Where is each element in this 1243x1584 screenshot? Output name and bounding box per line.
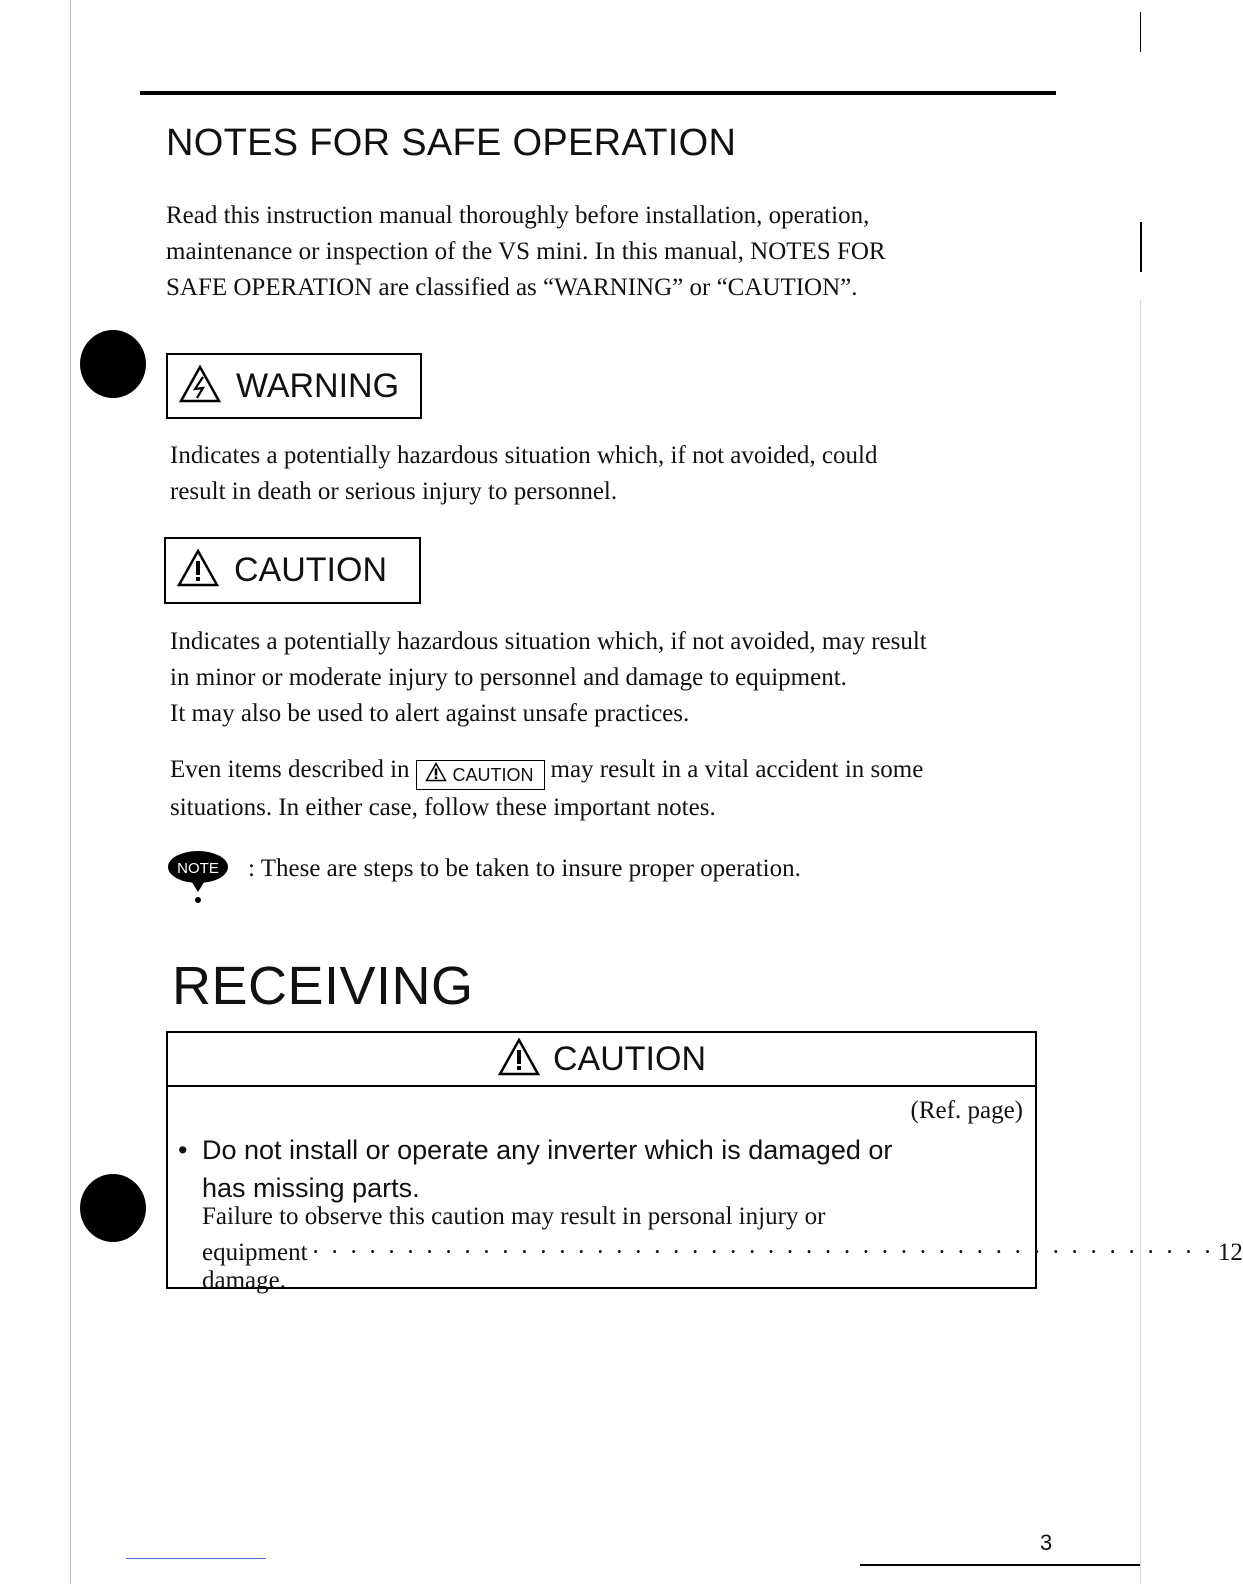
warning-description bbox=[170, 438, 1028, 510]
intro-line: maintenance or inspection of the VS mini. In this manual, NOTES FOR bbox=[166, 238, 886, 265]
caution-line: in minor or moderate injury to personnel and damage to equipment. bbox=[170, 664, 847, 691]
intro-paragraph bbox=[166, 198, 1028, 306]
intro-line: Read this instruction manual thoroughly before installation, operation, bbox=[166, 202, 870, 229]
caution-table-label: CAUTION bbox=[553, 1039, 706, 1078]
punch-hole-bottom bbox=[80, 1174, 146, 1242]
binding-mark bbox=[1140, 222, 1142, 272]
scan-edge-line-right bbox=[1140, 300, 1141, 1584]
warning-label-box bbox=[166, 353, 422, 419]
caution-label-box bbox=[164, 537, 421, 604]
header-rule bbox=[140, 91, 1056, 95]
even-after: may result in a vital accident in some bbox=[550, 756, 924, 783]
caution-triangle-icon bbox=[497, 1037, 541, 1082]
caution-description bbox=[170, 624, 1030, 732]
note-icon bbox=[166, 850, 230, 911]
note-icon-label: NOTE bbox=[177, 860, 219, 877]
caution-line: It may also be used to alert against unsafe practices. bbox=[170, 700, 690, 727]
even-line bbox=[170, 752, 1030, 790]
warning-line: Indicates a potentially hazardous situation which, if not avoided, could bbox=[170, 442, 878, 469]
failure-text: Failure to observe this caution may result in personal injury or bbox=[202, 1203, 826, 1230]
even-line: situations. In either case, follow these important notes. bbox=[170, 794, 716, 821]
receiving-title: RECEIVING bbox=[172, 956, 474, 1016]
caution-triangle-icon bbox=[176, 548, 220, 593]
electric-hazard-triangle-icon bbox=[178, 364, 222, 409]
footer-artifact bbox=[860, 1564, 1140, 1566]
inline-caution-box bbox=[416, 760, 545, 790]
failure-ref-row bbox=[202, 1239, 1243, 1295]
caution-line: Indicates a potentially hazardous situation which, if not avoided, may result bbox=[170, 628, 927, 655]
section-title: NOTES FOR SAFE OPERATION bbox=[166, 122, 737, 164]
ref-page-heading: (Ref. page) bbox=[910, 1097, 1023, 1124]
warning-line: result in death or serious injury to personnel. bbox=[170, 478, 618, 505]
scan-edge-line bbox=[70, 0, 71, 1584]
caution-table bbox=[166, 1031, 1243, 1294]
caution-table-header bbox=[168, 1033, 1035, 1087]
punch-hole-top bbox=[80, 330, 146, 398]
dot-leader: · · · · · · · · · · · · · · · · · · · · · · · · · · · · · · · · · · · · · · · · · · · · · · · · bbox=[311, 1239, 1214, 1266]
binding-mark bbox=[1140, 12, 1141, 52]
page-number: 3 bbox=[1040, 1530, 1053, 1555]
warning-label: WARNING bbox=[236, 366, 400, 405]
note-text: : These are steps to be taken to insure proper operation. bbox=[248, 855, 801, 882]
bullet: • bbox=[178, 1135, 188, 1165]
footer-artifact bbox=[126, 1558, 266, 1559]
caution-triangle-icon bbox=[425, 757, 447, 793]
ref-page-number: 12 bbox=[1217, 1239, 1243, 1266]
note-legend bbox=[166, 850, 1026, 906]
caution-item-line: has missing parts. bbox=[202, 1173, 420, 1203]
caution-item-line: Do not install or operate any inverter which is damaged or bbox=[202, 1135, 893, 1165]
even-items-paragraph bbox=[170, 752, 1030, 826]
inline-caution-label: CAUTION bbox=[452, 765, 534, 785]
even-before: Even items described in bbox=[170, 756, 410, 783]
caution-label: CAUTION bbox=[234, 551, 387, 589]
intro-line: SAFE OPERATION are classified as “WARNING” or “CAUTION”. bbox=[166, 274, 858, 301]
failure-text-end: equipment damage. bbox=[202, 1239, 308, 1294]
